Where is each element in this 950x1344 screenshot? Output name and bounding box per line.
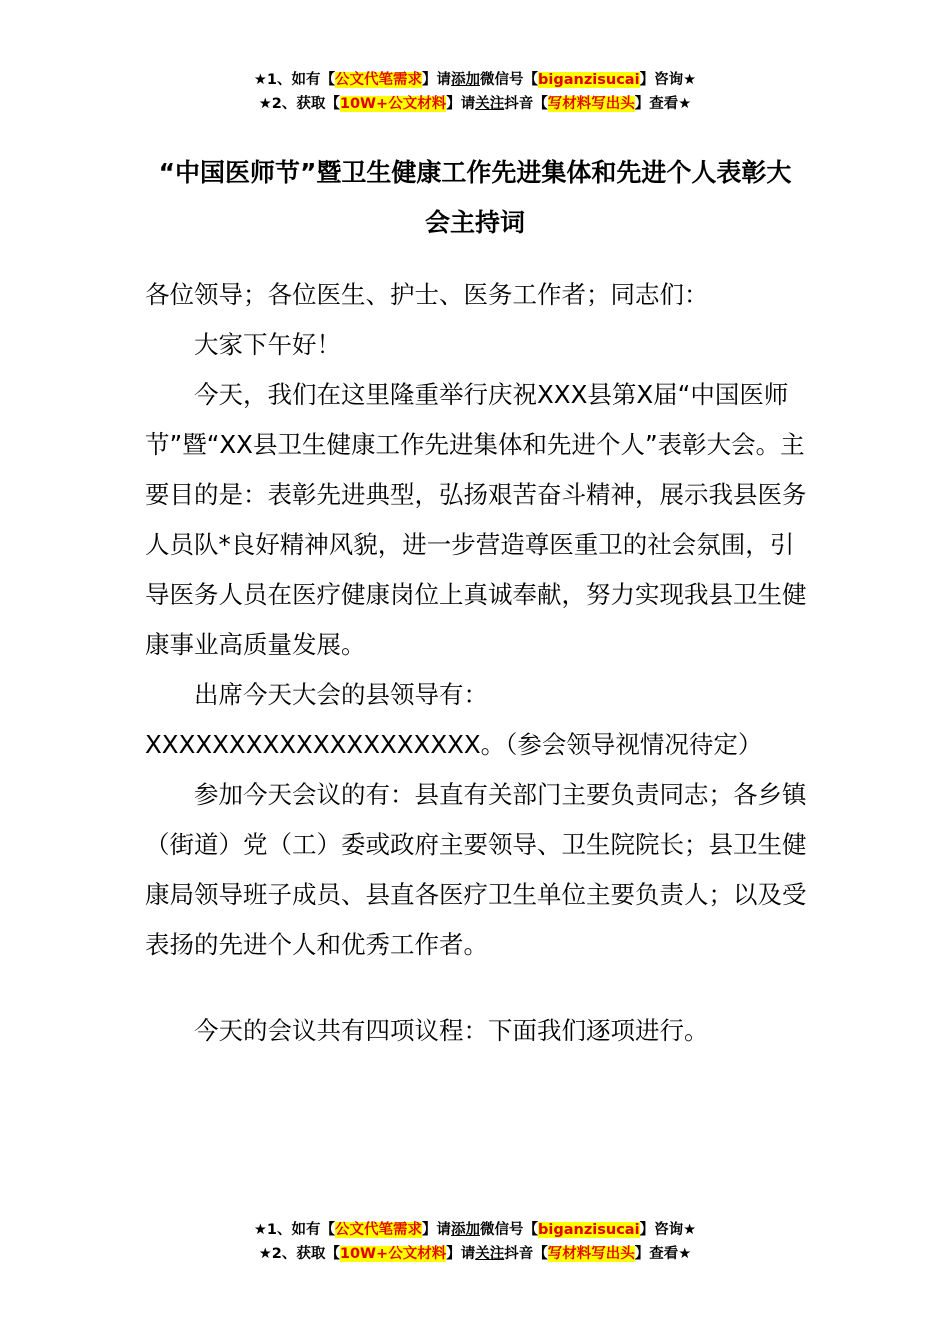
banner-text: 】咨询★ xyxy=(639,1222,697,1238)
banner-highlight: 写材料写出头 xyxy=(547,96,635,112)
banner-line-1 xyxy=(0,1218,950,1242)
paragraph-leaders-list: XXXXXXXXXXXXXXXXXXXX。（参会领导视情况待定） xyxy=(145,730,763,759)
banner-line-1 xyxy=(0,68,950,92)
banner-text: 】请 xyxy=(422,72,452,88)
paragraph-gap xyxy=(145,970,815,1006)
banner-text: ★1、如有【 xyxy=(253,72,336,88)
paragraph-agenda: 今天的会议共有四项议程：下面我们逐项进行。 xyxy=(194,1016,709,1045)
document-title xyxy=(130,148,820,248)
banner-line-2 xyxy=(0,92,950,116)
paragraph-attendees: 参加今天会议的有：县直有关部门主要负责同志；各乡镇（街道）党（工）委或政府主要领导、卫生院院长；县卫生健康局领导班子成员、县直各医疗卫生单位主要负责人；以及受表扬的先进个人和优秀工作者。 xyxy=(145,780,807,959)
banner-text: ★2、获取【 xyxy=(258,1246,340,1262)
banner-underline: 添加 xyxy=(451,1222,481,1238)
banner-highlight: 公文代笔需求 xyxy=(335,1222,423,1238)
banner-underline: 关注 xyxy=(475,96,505,112)
header-banner xyxy=(0,68,950,116)
banner-highlight: 10W+公文材料 xyxy=(339,96,447,112)
banner-text: 】查看★ xyxy=(634,1246,692,1262)
banner-highlight: 10W+公文材料 xyxy=(339,1246,447,1262)
banner-text: 】查看★ xyxy=(634,96,692,112)
paragraph-purpose: 今天，我们在这里隆重举行庆祝XXX县第X届“中国医师节”暨“XX县卫生健康工作先进集体和先进个人”表彰大会。主要目的是：表彰先进典型，弘扬艰苦奋斗精神，展示我县医务人员队*良好精神风貌，进一步营造尊医重卫的社会氛围，引导医务人员在医疗健康岗位上真诚奉献，努力实现我县卫生健康事业高质量发展。 xyxy=(145,380,807,659)
salutation: 各位领导；各位医生、护士、医务工作者；同志们： xyxy=(145,280,709,309)
banner-highlight: 写材料写出头 xyxy=(547,1246,635,1262)
banner-highlight: biganzisucai xyxy=(538,1222,640,1238)
banner-text: ★1、如有【 xyxy=(253,1222,336,1238)
banner-text: 】咨询★ xyxy=(639,72,697,88)
banner-underline: 关注 xyxy=(475,1246,505,1262)
banner-text: 微信号【 xyxy=(480,1222,539,1238)
banner-text: 抖音【 xyxy=(504,1246,548,1262)
banner-highlight: 公文代笔需求 xyxy=(335,72,423,88)
greeting: 大家下午好！ xyxy=(194,330,341,359)
banner-text: 微信号【 xyxy=(480,72,539,88)
paragraph-leaders-intro: 出席今天大会的县领导有： xyxy=(194,680,488,709)
document-body xyxy=(145,270,815,1056)
banner-text: ★2、获取【 xyxy=(258,96,340,112)
banner-line-2 xyxy=(0,1242,950,1266)
title-line-2: 会主持词 xyxy=(424,208,525,237)
banner-text: 】请 xyxy=(422,1222,452,1238)
banner-highlight: biganzisucai xyxy=(538,72,640,88)
banner-text: 抖音【 xyxy=(504,96,548,112)
banner-text: 】请 xyxy=(446,96,476,112)
banner-underline: 添加 xyxy=(451,72,481,88)
banner-text: 】请 xyxy=(446,1246,476,1262)
title-line-1: “中国医师节”暨卫生健康工作先进集体和先进个人表彰大 xyxy=(158,158,792,187)
footer-banner xyxy=(0,1218,950,1266)
